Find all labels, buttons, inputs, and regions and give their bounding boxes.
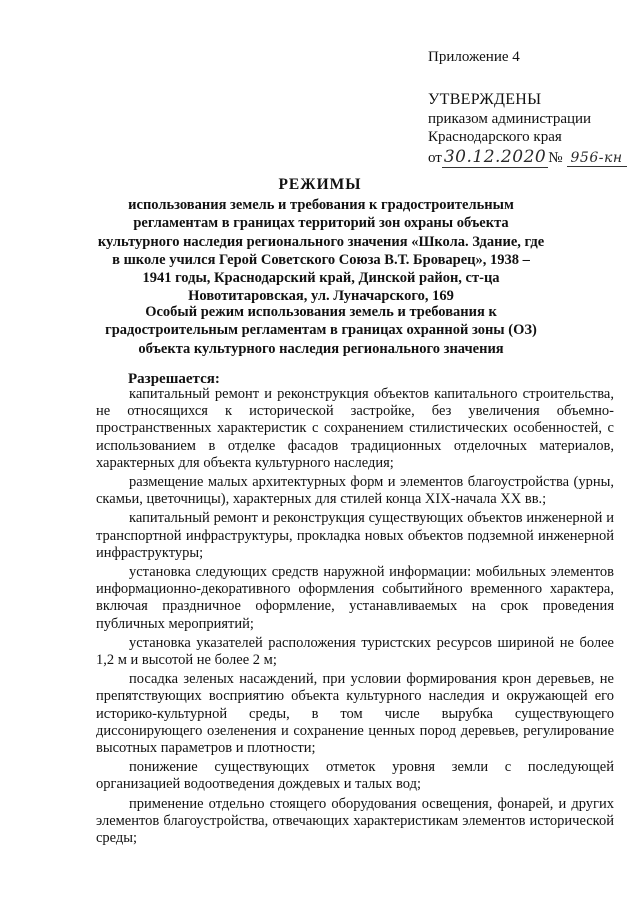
paragraph: понижение существующих отметок уровня земли с последующей организацией водоотведения дождевых и талых вод; <box>96 759 614 793</box>
approval-title: УТВЕРЖДЕНЫ <box>428 91 542 108</box>
section-title: Особый режим использования земель и требования к градостроительным регламентам в границах охранной зоны (ОЗ) объекта культурного наследия регионального значения <box>105 304 537 357</box>
document-body <box>96 386 614 849</box>
appendix-label: Приложение 4 <box>428 49 520 65</box>
paragraph: размещение малых архитектурных форм и элементов благоустройства (урны, скамьи, цветочницы), характерных для стилей конца XIX-начала XX вв.; <box>96 474 614 508</box>
document-subtitle: использования земель и требования к градостроительным регламентам в границах территорий зон охраны объекта культурного наследия регионального значения «Школа. Здание, где в школе учился Герой Советского Союза В.Т. Броварец», 1938 – 1941 годы, Краснодарский край, Динской район, ст-ца Новотитаровская, ул. Луначарского, 169 <box>97 197 545 305</box>
handwritten-number: 956-кн <box>567 150 627 167</box>
approval-line: приказом администрации <box>428 111 592 127</box>
document-title: РЕЖИМЫ <box>278 176 362 193</box>
paragraph: применение отдельно стоящего оборудования освещения, фонарей, и других элементов благоустройства, отвечающих характеристикам элементов исторической среды; <box>96 795 614 847</box>
date-prefix: от <box>428 150 442 166</box>
handwritten-date: 30.12.2020 <box>443 147 547 167</box>
approval-date-number-line <box>428 147 627 168</box>
paragraph: установка следующих средств наружной информации: мобильных элементов информационно-декоративного оформления событийного временного характера, включая праздничное оформление, устанавливаемых на срок проведения публичных мероприятий; <box>96 564 614 632</box>
approval-stamp-block <box>428 90 627 168</box>
paragraph: установка указателей расположения туристских ресурсов шириной не более 1,2 м и высотой не более 2 м; <box>96 634 614 669</box>
approval-line: Краснодарского края <box>428 129 562 145</box>
paragraph: посадка зеленых насаждений, при условии формирования крон деревьев, не препятствующих восприятию объекта культурного наследия и окружающей его историко-культурной среды, в том числе вырубка существующего диссонирующего озеленения и сохранение ценных пород деревьев, регулирование высотных параметров и плотности; <box>96 671 614 757</box>
paragraph: капитальный ремонт и реконструкция объектов капитального строительства, не относящихся к исторической застройке, без увеличения объемно-пространственных характеристик с сохранением стилистических особенностей, с использованием в отделке фасадов традиционных отделочных материалов, характерных для объекта культурного наследия; <box>96 386 614 471</box>
paragraph: капитальный ремонт и реконструкция существующих объектов инженерной и транспортной инфраструктуры, прокладка новых объектов подземной инженерной инфраструктуры; <box>96 510 614 561</box>
number-prefix: № <box>548 150 563 166</box>
allowed-heading: Разрешается: <box>128 371 220 387</box>
